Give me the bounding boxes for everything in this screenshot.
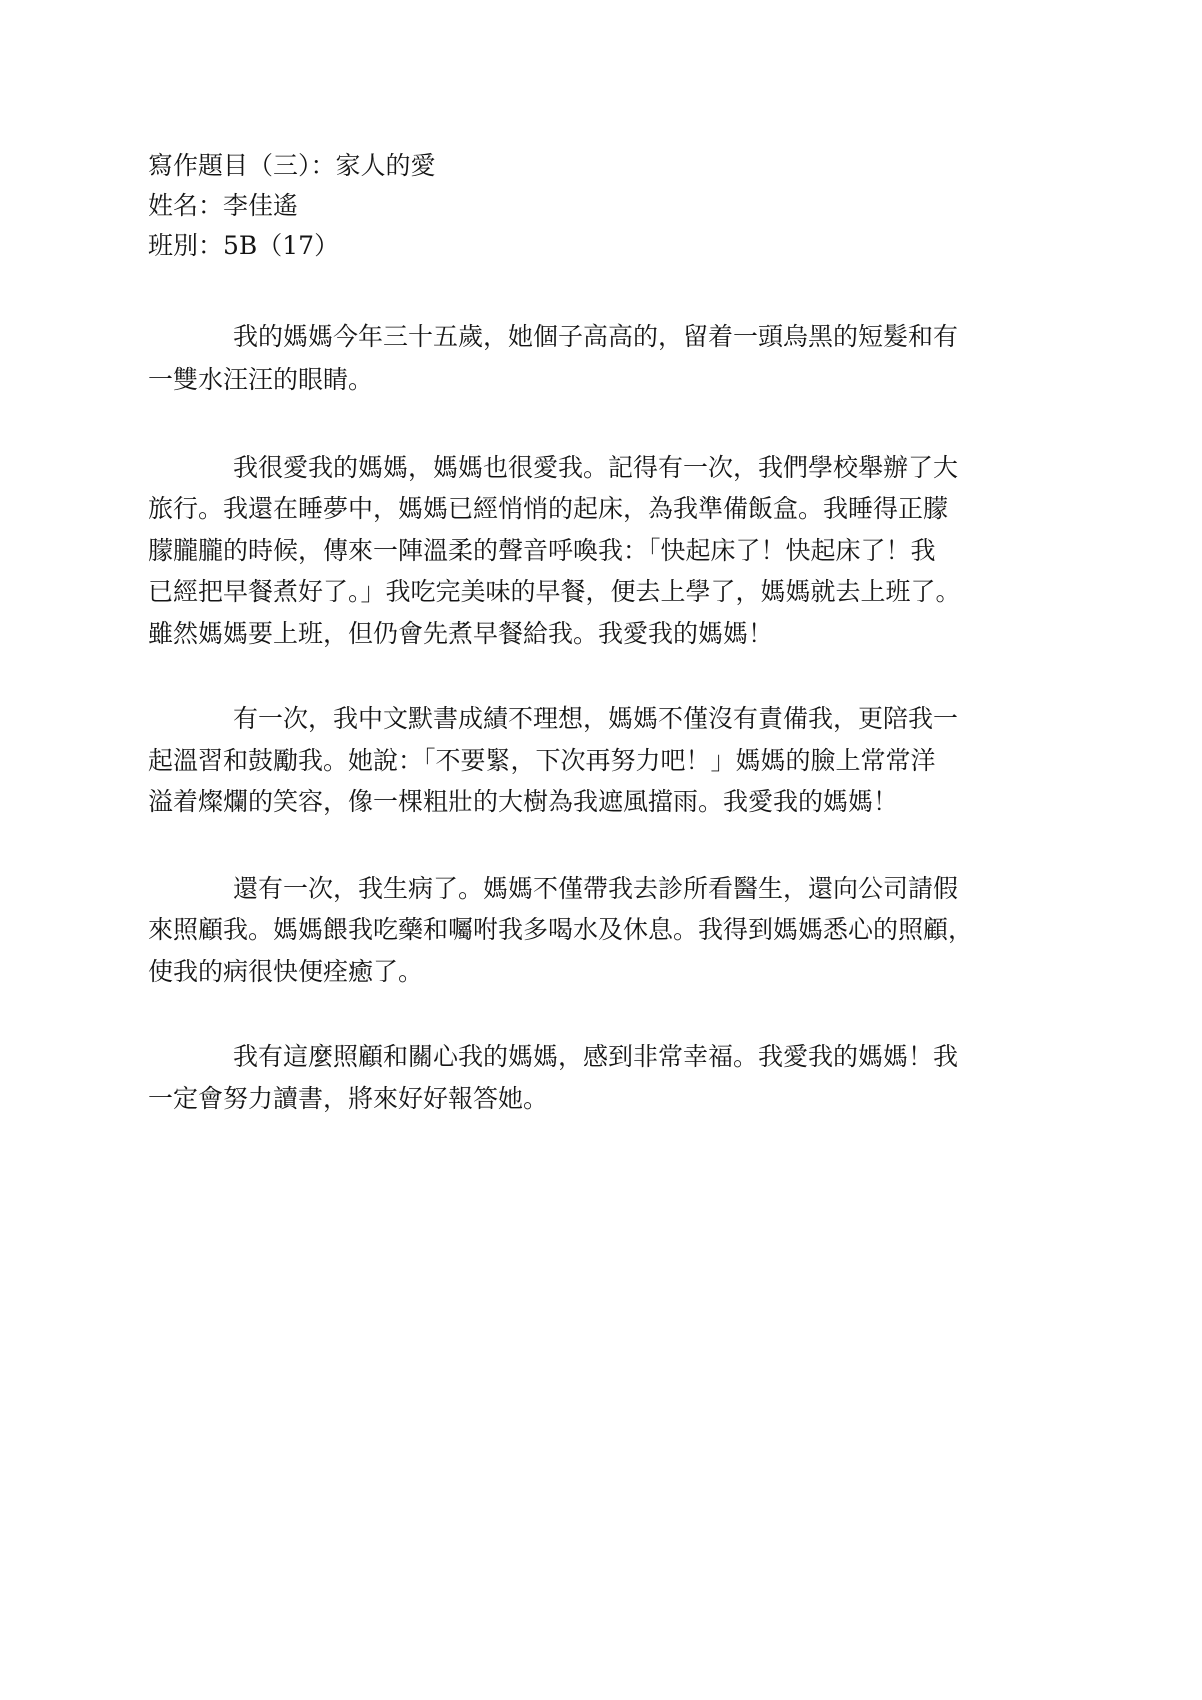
paragraph-line: 溢着燦爛的笑容，像一棵粗壯的大樹為我遮風擋雨。我愛我的媽媽！ (148, 787, 899, 816)
paragraph-line: 我的媽媽今年三十五歲，她個子高高的，留着一頭烏黑的短髮和有 (233, 322, 959, 351)
paragraph-line: 來照顧我。媽媽餵我吃藥和囑咐我多喝水及休息。我得到媽媽悉心的照顧， (148, 915, 974, 944)
paragraph-line: 使我的病很快便痊癒了。 (148, 957, 424, 986)
student-class: 班別：5B（17） (148, 231, 340, 260)
paragraph-line: 已經把早餐煮好了。」我吃完美味的早餐，便去上學了，媽媽就去上班了。 (148, 577, 961, 606)
paragraph-line: 我很愛我的媽媽，媽媽也很愛我。記得有一次，我們學校舉辦了大 (233, 453, 959, 482)
paragraph-line: 我有這麼照顧和關心我的媽媽，感到非常幸福。我愛我的媽媽！我 (233, 1042, 959, 1071)
paragraph-line: 一定會努力讀書，將來好好報答她。 (148, 1084, 549, 1113)
paragraph-line: 雖然媽媽要上班，但仍會先煮早餐給我。我愛我的媽媽！ (148, 619, 774, 648)
paragraph-line: 朦朧朧的時候，傳來一陣溫柔的聲音呼喚我：「快起床了！快起床了！我 (148, 536, 936, 565)
student-name: 姓名：李佳遙 (148, 191, 299, 220)
essay-title: 寫作題目（三）：家人的愛 (148, 151, 436, 180)
paragraph-line: 起溫習和鼓勵我。她說：「不要緊，下次再努力吧！」媽媽的臉上常常洋 (148, 746, 936, 775)
paragraph-line: 還有一次，我生病了。媽媽不僅帶我去診所看醫生，還向公司請假 (233, 874, 959, 903)
paragraph-line: 有一次，我中文默書成績不理想，媽媽不僅沒有責備我，更陪我一 (233, 704, 959, 733)
paragraph-line: 一雙水汪汪的眼睛。 (148, 365, 374, 394)
paragraph-line: 旅行。我還在睡夢中，媽媽已經悄悄的起床，為我準備飯盒。我睡得正朦 (148, 494, 949, 523)
